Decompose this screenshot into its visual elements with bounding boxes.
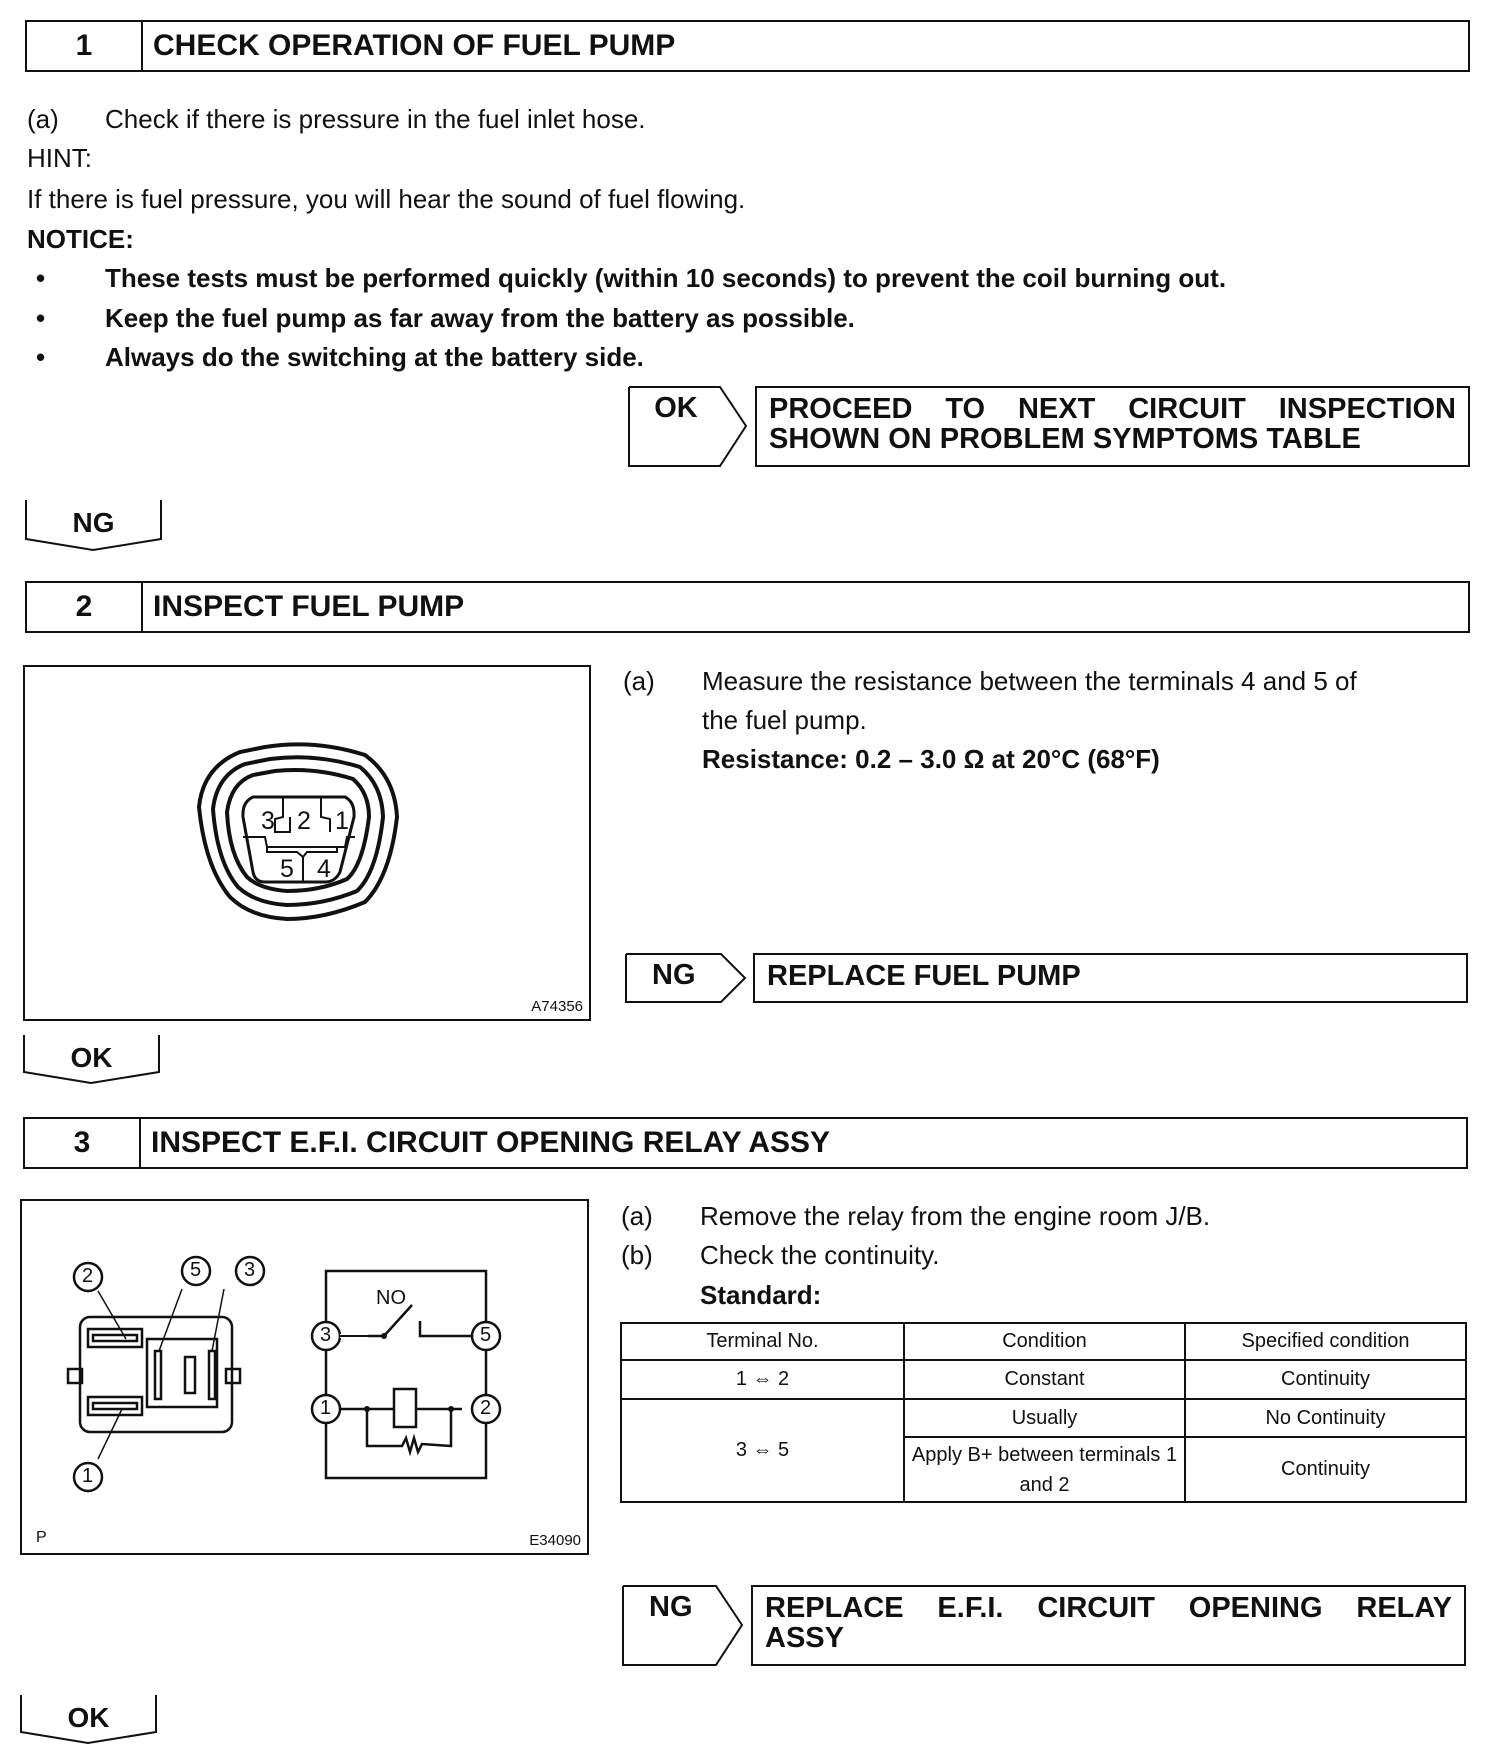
table-cell: Continuity [1185, 1437, 1466, 1502]
notice-item: Keep the fuel pump as far away from the battery as possible. [105, 303, 855, 333]
item-b-text: Check the continuity. [700, 1240, 940, 1270]
callout-pin-5: 5 [190, 1259, 202, 1281]
ng-tab [25, 499, 162, 551]
hint-label: HINT: [27, 143, 92, 173]
table-cell: Usually [904, 1399, 1185, 1437]
item-a-text: Remove the relay from the engine room J/B. [700, 1201, 1211, 1231]
ng-arrow [625, 953, 747, 1003]
table-cell: Constant [904, 1360, 1185, 1399]
pin-1: 1 [335, 807, 349, 835]
ok-label: OK [70, 1042, 113, 1073]
ok-tab [23, 1034, 160, 1084]
figure-corner-label: P [36, 1529, 47, 1546]
ng-result [751, 1585, 1466, 1666]
result-line: REPLACE E.F.I. CIRCUIT OPENING RELAY [765, 1592, 1452, 1624]
hint-text: If there is fuel pressure, you will hear the sound of fuel flowing. [27, 184, 746, 214]
schematic-pin-1: 1 [320, 1397, 332, 1419]
notice-item: These tests must be performed quickly (within 10 seconds) to prevent the coil burning out. [105, 263, 1227, 293]
relay-diagram [22, 1201, 587, 1553]
standard-label: Standard: [700, 1280, 822, 1310]
step-3-header [23, 1117, 1468, 1169]
ok-result [755, 386, 1470, 467]
continuity-table [620, 1322, 1467, 1503]
item-a-text: Measure the resistance between the terminals 4 and 5 of [702, 666, 1357, 696]
result-line: ASSY [765, 1622, 844, 1654]
pin-3: 3 [261, 807, 275, 835]
ng-label: NG [652, 959, 696, 991]
schematic-pin-2: 2 [480, 1397, 492, 1419]
relay-figure [20, 1199, 589, 1555]
ng-label: NG [72, 507, 115, 538]
bullet: • [36, 263, 46, 293]
notice-label: NOTICE: [27, 224, 134, 254]
table-row [621, 1399, 1466, 1437]
fuel-pump-connector-figure [23, 665, 591, 1021]
step-number: 1 [27, 22, 143, 70]
table-row [621, 1360, 1466, 1399]
switch-no-label: NO [376, 1287, 406, 1309]
step-2-header [25, 581, 1470, 633]
pin-2: 2 [297, 807, 311, 835]
ok-arrow [628, 386, 748, 467]
table-cell: Apply B+ between terminals 1 and 2 [904, 1437, 1185, 1502]
figure-id: E34090 [529, 1532, 581, 1549]
column-header: Specified condition [1185, 1323, 1466, 1360]
bullet: • [36, 303, 46, 333]
step-number: 2 [27, 583, 143, 631]
resistance-spec: Resistance: 0.2 – 3.0 Ω at 20°C (68°F) [702, 744, 1160, 774]
step-title: CHECK OPERATION OF FUEL PUMP [153, 29, 676, 62]
table-cell: No Continuity [1185, 1399, 1466, 1437]
schematic-pin-3: 3 [320, 1324, 332, 1346]
item-a-label: (a) [623, 666, 655, 696]
callout-pin-1: 1 [82, 1465, 94, 1487]
ng-label: NG [649, 1591, 693, 1623]
table-header-row [621, 1323, 1466, 1360]
result-line: SHOWN ON PROBLEM SYMPTOMS TABLE [769, 423, 1361, 455]
step-title: INSPECT FUEL PUMP [153, 590, 465, 623]
step-number: 3 [25, 1119, 141, 1167]
item-b-label: (b) [621, 1240, 653, 1270]
item-a-label: (a) [27, 104, 59, 134]
ok-tab [20, 1694, 157, 1744]
item-a-label: (a) [621, 1201, 653, 1231]
notice-item: Always do the switching at the battery side. [105, 342, 644, 372]
ng-result: REPLACE FUEL PUMP [753, 953, 1468, 1003]
step-1-header [25, 20, 1470, 72]
callout-pin-2: 2 [82, 1265, 94, 1287]
step-title: INSPECT E.F.I. CIRCUIT OPENING RELAY ASSY [151, 1126, 831, 1159]
bullet: • [36, 342, 46, 372]
table-cell: Continuity [1185, 1360, 1466, 1399]
callout-pin-3: 3 [244, 1259, 256, 1281]
table-cell: 3 ⇔ 5 [621, 1399, 904, 1502]
result-line: PROCEED TO NEXT CIRCUIT INSPECTION [769, 393, 1456, 425]
schematic-pin-5: 5 [480, 1324, 492, 1346]
ng-arrow [622, 1585, 744, 1666]
connector-diagram [25, 667, 589, 1019]
column-header: Condition [904, 1323, 1185, 1360]
item-a-text: Check if there is pressure in the fuel inlet hose. [105, 104, 646, 134]
item-a-text: the fuel pump. [702, 705, 867, 735]
column-header: Terminal No. [621, 1323, 904, 1360]
ok-label: OK [654, 392, 698, 424]
pin-4: 4 [317, 855, 331, 883]
table-cell: 1 ⇔ 2 [621, 1360, 904, 1399]
ok-label: OK [67, 1702, 110, 1733]
figure-id: A74356 [531, 998, 583, 1015]
pin-5: 5 [280, 855, 294, 883]
